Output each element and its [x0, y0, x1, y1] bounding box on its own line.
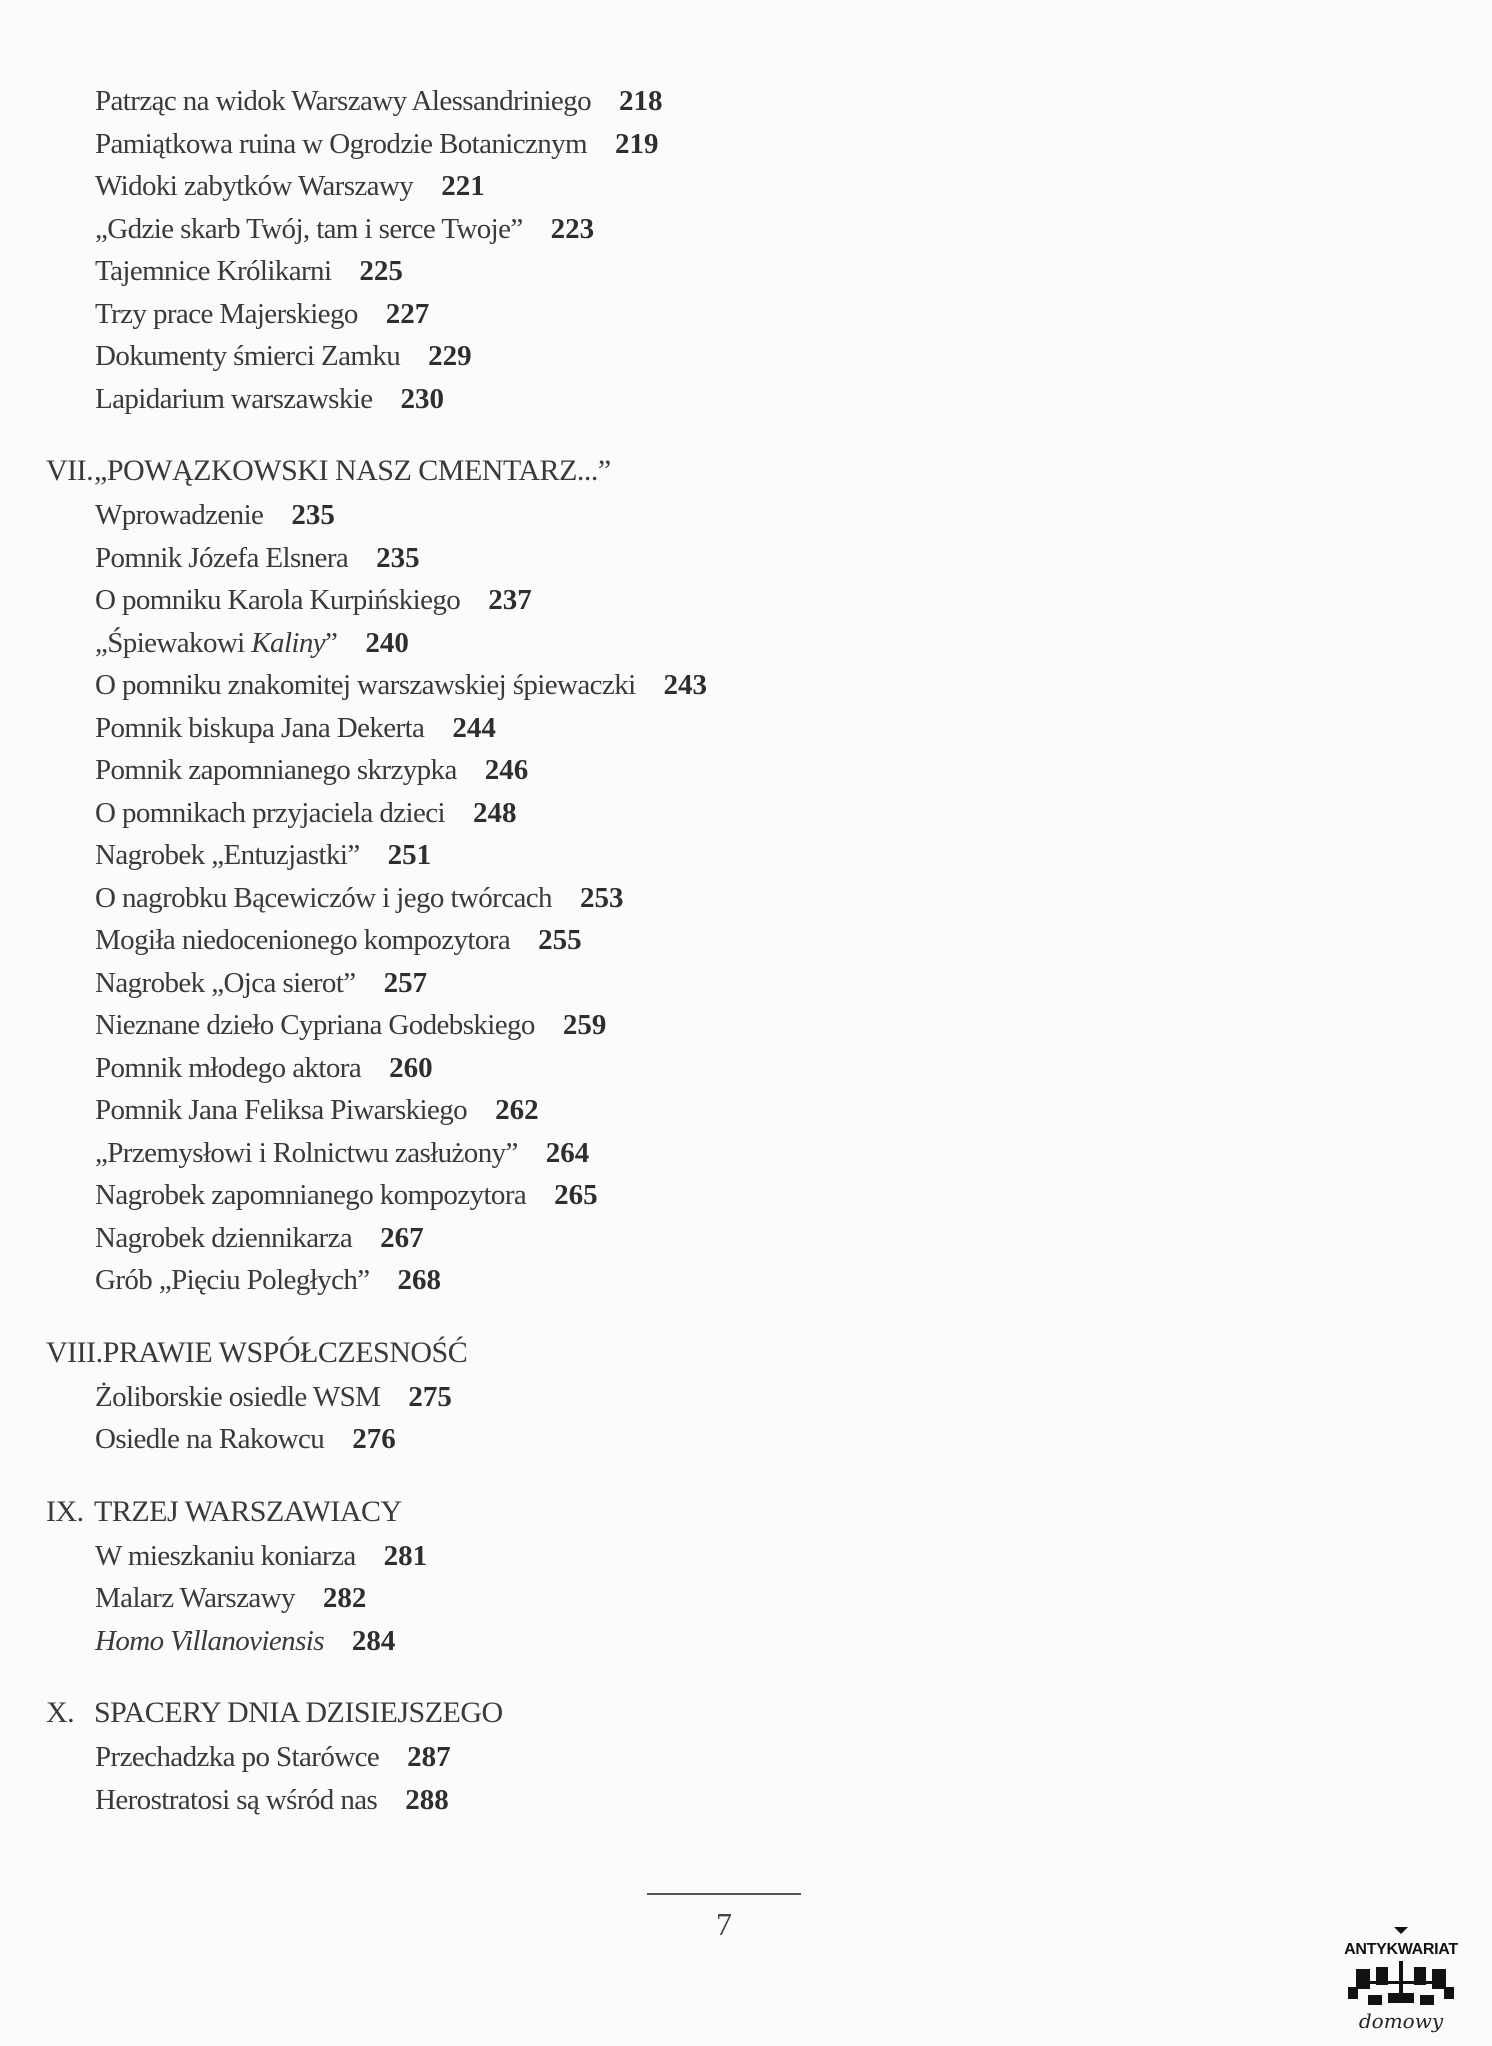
toc-entry: [46, 1736, 1146, 1779]
entry-title-italic: Kaliny: [251, 626, 326, 659]
toc-entry: [46, 962, 1146, 1005]
entry-page-number: 284: [351, 1624, 396, 1657]
entry-page-number: 275: [408, 1380, 452, 1413]
entry-page-number: 225: [359, 255, 403, 287]
toc-entry: [46, 877, 1146, 920]
entry-title: Osiedle na Rakowcu: [95, 1423, 325, 1455]
entry-title: W mieszkaniu koniarza: [95, 1539, 356, 1572]
entry-title: O nagrobku Bącewiczów i jego twórcach: [95, 881, 552, 914]
entry-title: Pamiątkowa ruina w Ogrodzie Botanicznym: [95, 127, 588, 160]
entry-title: Mogiła niedocenionego kompozytora: [95, 924, 511, 956]
toc-entry: [46, 378, 1146, 421]
toc-entry: [46, 1620, 1146, 1663]
entry-page-number: 221: [441, 170, 485, 202]
page-number: 7: [716, 1906, 732, 1942]
section-heading: [46, 1489, 1146, 1535]
toc-entry: [46, 1418, 1146, 1461]
entry-page-number: 240: [365, 626, 409, 659]
section-heading: [46, 1690, 1146, 1736]
entry-title: Wprowadzenie: [95, 499, 264, 531]
toc-entry: [46, 1217, 1146, 1260]
entry-title: Pomnik biskupa Jana Dekerta: [95, 711, 425, 744]
logo-text: ANTYKWARIAT: [1344, 1941, 1458, 1958]
toc-entry: [46, 1535, 1146, 1578]
toc-entry: [46, 579, 1146, 622]
entry-title: Przechadzka po Starówce: [95, 1741, 380, 1773]
toc-entry: [46, 622, 1146, 665]
toc-section: [46, 448, 1146, 1302]
section-number: VIII.: [46, 1335, 103, 1369]
entry-page-number: 265: [554, 1179, 598, 1211]
section-title: PRAWIE WSPÓŁCZESNOŚĆ: [102, 1335, 468, 1369]
entry-page-number: 251: [387, 839, 432, 871]
entry-page-number: 229: [428, 340, 472, 372]
entry-title: O pomnikach przyjaciela dzieci: [95, 796, 445, 829]
entry-page-number: 288: [405, 1783, 449, 1816]
entry-title: Pomnik Józefa Elsnera: [95, 541, 349, 574]
toc-entry: [46, 1004, 1146, 1047]
toc-section: [46, 80, 1146, 420]
entry-title: Nagrobek dziennikarza: [95, 1221, 353, 1254]
toc-section: [46, 1330, 1146, 1461]
entry-title: Tajemnice Królikarni: [95, 255, 332, 287]
entry-page-number: 235: [376, 541, 420, 574]
toc-section: [46, 1489, 1146, 1663]
toc-entry: [46, 250, 1146, 293]
toc-entry: [46, 834, 1146, 877]
entry-title: Grób „Pięciu Poległych”: [95, 1264, 370, 1296]
toc-entry: [46, 1779, 1146, 1822]
toc-entry: [46, 335, 1146, 378]
entry-page-number: 255: [538, 924, 582, 956]
entry-page-number: 223: [550, 212, 595, 245]
entry-title: Żoliborskie osiedle WSM: [95, 1380, 381, 1413]
section-title: SPACERY DNIA DZISIEJSZEGO: [94, 1696, 503, 1729]
entry-page-number: 282: [322, 1582, 367, 1614]
entry-title: Pomnik Jana Feliksa Piwarskiego: [95, 1094, 468, 1126]
entry-page-number: 218: [618, 85, 663, 117]
entry-page-number: 219: [615, 127, 659, 160]
entry-page-number: 243: [663, 669, 708, 701]
section-heading: [46, 448, 1146, 494]
entry-page-number: 246: [484, 754, 529, 786]
entry-title: Nagrobek „Ojca sierot”: [95, 966, 356, 999]
toc-entry: [46, 165, 1146, 208]
entry-page-number: 264: [545, 1136, 590, 1169]
toc-entry: [46, 1577, 1146, 1620]
toc-entry: [46, 123, 1146, 166]
entry-page-number: 287: [407, 1741, 451, 1773]
entry-page-number: 244: [452, 711, 496, 744]
toc-entry: [46, 80, 1146, 123]
logo-script: domowy: [1358, 2009, 1444, 2033]
entry-title: Patrząc na widok Warszawy Alessandriniego: [95, 85, 591, 117]
entry-title: O pomniku znakomitej warszawskiej śpiewaczki: [95, 669, 636, 701]
entry-title: O pomniku Karola Kurpińskiego: [95, 584, 461, 616]
toc-entry: [46, 1047, 1146, 1090]
entry-title: Dokumenty śmierci Zamku: [95, 340, 401, 372]
toc-entry: [46, 1174, 1146, 1217]
entry-page-number: 253: [579, 881, 624, 914]
entry-page-number: 259: [562, 1009, 607, 1041]
entry-title: „Gdzie skarb Twój, tam i serce Twoje”: [95, 212, 523, 245]
toc-entry: [46, 1259, 1146, 1302]
entry-title-after: ”: [325, 626, 338, 659]
toc-entry: [46, 749, 1146, 792]
toc-entry: [46, 537, 1146, 580]
entry-title: Nagrobek zapomnianego kompozytora: [95, 1179, 527, 1211]
toc-entry: [46, 664, 1146, 707]
entry-page-number: 276: [352, 1423, 396, 1455]
section-heading: [46, 1330, 1146, 1376]
entry-page-number: 227: [385, 297, 430, 330]
entry-title: Lapidarium warszawskie: [95, 382, 373, 415]
entry-page-number: 257: [383, 966, 428, 999]
table-of-contents: [46, 80, 1146, 1849]
entry-title-italic: Homo Villanoviensis: [95, 1624, 324, 1657]
section-number: IX.: [46, 1494, 84, 1528]
entry-title: Trzy prace Majerskiego: [95, 297, 358, 330]
toc-entry: [46, 707, 1146, 750]
toc-entry: [46, 792, 1146, 835]
entry-page-number: 260: [389, 1051, 433, 1084]
entry-page-number: 281: [383, 1539, 428, 1572]
entry-page-number: 235: [291, 499, 335, 531]
toc-entry: [46, 919, 1146, 962]
entry-title: Widoki zabytków Warszawy: [95, 170, 414, 202]
entry-title: Nieznane dzieło Cypriana Godebskiego: [95, 1009, 535, 1041]
toc-entry: [46, 1132, 1146, 1175]
entry-page-number: 262: [495, 1094, 539, 1126]
toc-section: [46, 1690, 1146, 1821]
toc-entry: [46, 293, 1146, 336]
entry-page-number: 248: [472, 796, 517, 829]
toc-entry: [46, 208, 1146, 251]
entry-page-number: 237: [488, 584, 532, 616]
folio-rule: [647, 1893, 801, 1895]
toc-entry: [46, 1376, 1146, 1419]
entry-page-number: 267: [380, 1221, 424, 1254]
antykwariat-logo: [1326, 1925, 1476, 2043]
entry-title: „Śpiewakowi: [95, 626, 252, 659]
entry-title: Pomnik młodego aktora: [95, 1051, 362, 1084]
toc-entry: [46, 1089, 1146, 1132]
entry-title: Pomnik zapomnianego skrzypka: [95, 754, 457, 786]
entry-title: Nagrobek „Entuzjastki”: [95, 839, 360, 871]
section-number: VII.: [46, 454, 94, 487]
entry-page-number: 268: [397, 1264, 442, 1296]
section-title: „POWĄZKOWSKI NASZ CMENTARZ...”: [94, 454, 611, 487]
entry-title: Herostratosi są wśród nas: [95, 1783, 378, 1816]
entry-page-number: 230: [400, 382, 444, 415]
entry-title: „Przemysłowi i Rolnictwu zasłużony”: [95, 1136, 518, 1169]
toc-entry: [46, 494, 1146, 537]
section-title: TRZEJ WARSZAWIACY: [94, 1494, 402, 1528]
section-number: X.: [46, 1696, 75, 1729]
entry-title: Malarz Warszawy: [95, 1582, 295, 1614]
